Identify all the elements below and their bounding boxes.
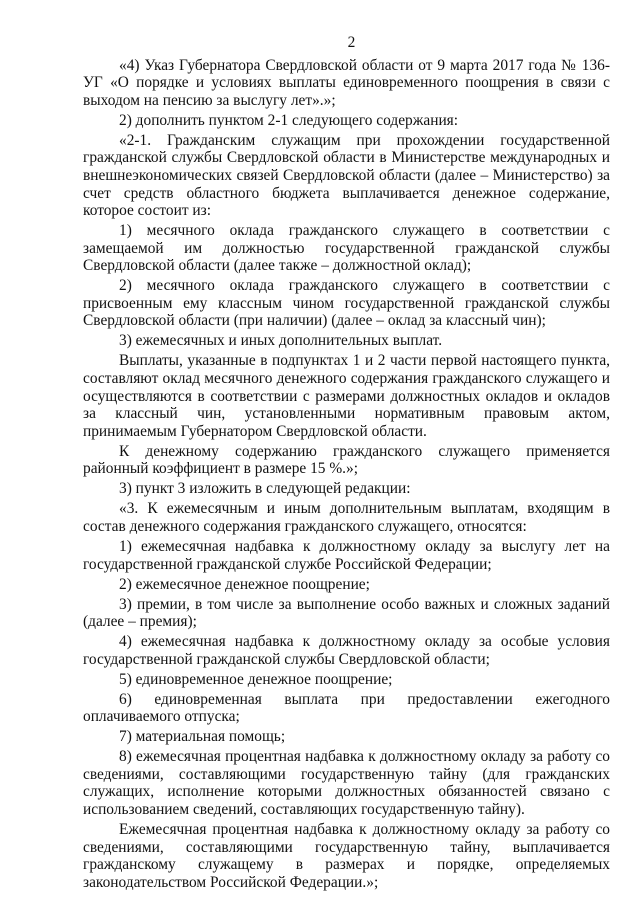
list-item-seniority-bonus: 1) ежемесячная надбавка к должностному окладу за выслугу лет на государственной гражданской службе Российской Федерации; [83,537,610,573]
list-item-additional-payments: 3) ежемесячных и иных дополнительных выплат. [119,332,443,350]
list-item-material-aid: 7) материальная помощь; [119,728,286,746]
list-item-class-rank-salary: 2) месячного оклада гражданского служащего в соответствии с присвоенным ему классным чином государственной гражданской службы Свердловской области (при наличии) (далее – оклад за классный чин); [83,277,610,330]
list-item-special-conditions-bonus: 4) ежемесячная надбавка к должностному окладу за особые условия государственной гражданской службы Свердловской области; [83,633,610,668]
paragraph-add-clause-2-1: 2) дополнить пунктом 2-1 следующего содержания: [119,111,459,129]
document-page [83,34,610,891]
list-item-monthly-incentive: 2) ежемесячное денежное поощрение; [119,575,370,593]
paragraph-state-secret-bonus-terms: Ежемесячная процентная надбавка к должностному окладу за работу со сведениями, составляющими государственную тайну, выплачивается гражданскому служащему в размерах и порядке, определяемых законодательством Российской Федерации.»; [83,820,610,891]
list-item-vacation-payment: 6) единовременная выплата при предоставлении ежегодного оплачиваемого отпуска; [83,690,610,726]
list-item-monthly-salary: 1) месячного оклада гражданского служащего в соответствии с замещаемой им должностью государственной гражданской службы Свердловской области (далее также – должностной оклад); [83,222,610,275]
list-item-state-secret-bonus: 8) ежемесячная процентная надбавка к должностному окладу за работу со сведениями, составляющими государственную тайну (для гражданских служащих, исполнение которыми должностных обязанностей связано с использованием сведений, составляющих государственную тайну). [83,748,610,818]
paragraph-regional-coefficient: К денежному содержанию гражданского служащего применяется районный коэффициент в размере 15 %.»; [83,442,610,478]
list-item-one-time-incentive: 5) единовременное денежное поощрение; [119,670,393,688]
paragraph-payments-description: Выплаты, указанные в подпунктах 1 и 2 части первой настоящего пункта, составляют оклад месячного денежного содержания гражданского служащего и осуществляются в соответствии с размерами должностных окладов и окладов за классный чин, установленными нормативным правовым актом, принимаемым Губернатором Свердловской области. [83,352,610,440]
list-item-premiums: 3) премии, в том числе за выполнение особо важных и сложных заданий (далее – премия); [83,595,610,631]
page-number: 2 [347,34,356,51]
paragraph-decree-item-4: «4) Указ Губернатора Свердловской области от 9 марта 2017 года № 136-УГ «О порядке и условиях выплаты единовременного поощрения в связи с выходом на пенсию за выслугу лет».»; [83,56,610,109]
paragraph-clause-2-1: «2-1. Гражданским служащим при прохождении государственной гражданской службы Свердловской области в Министерстве международных и внешнеэкономических связей Свердловской области (далее – Министерство) за счет средств областного бюджета выплачивается денежное содержание, которое состоит из: [83,131,610,220]
paragraph-clause-3: «3. К ежемесячным и иным дополнительным выплатам, входящим в состав денежного содержания гражданского служащего, относятся: [83,500,610,535]
paragraph-replace-clause-3: 3) пункт 3 изложить в следующей редакции: [119,480,411,498]
